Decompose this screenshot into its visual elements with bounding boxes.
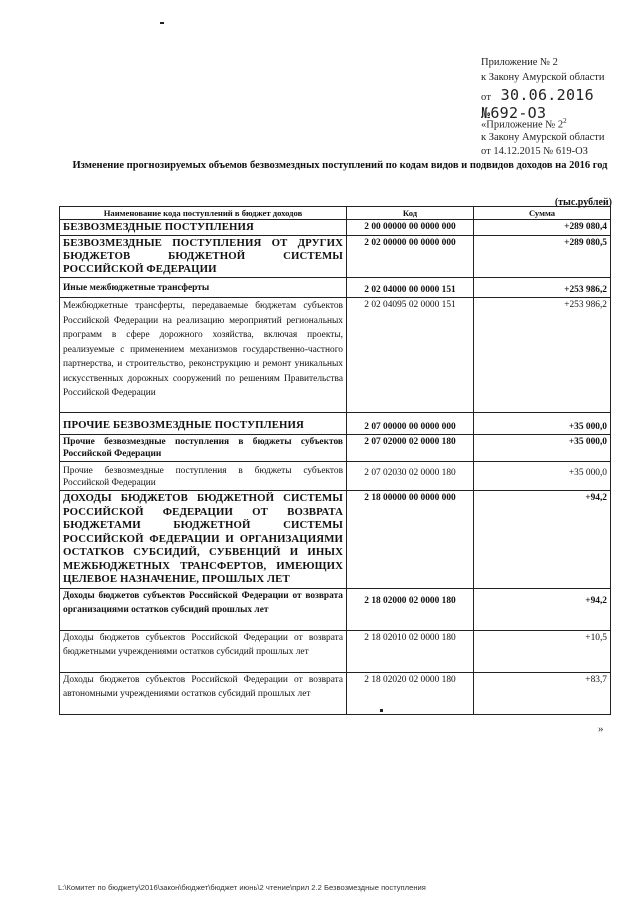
appendix-line-1: Приложение № 2 — [481, 57, 558, 68]
appendix2-line-1 — [481, 115, 567, 132]
row-name: ДОХОДЫ БЮДЖЕТОВ БЮДЖЕТНОЙ СИСТЕМЫ РОССИЙСКОЙ ФЕДЕРАЦИИ ОТ ВОЗВРАТА БЮДЖЕТАМИ БЮДЖЕТНОЙ СИСТЕМЫ РОССИЙСКОЙ ФЕДЕРАЦИИ И ОРГАНИЗАЦИЯМИ ОСТАТКОВ СУБСИДИЙ, СУБВЕНЦИЙ И ИНЫХ МЕЖБЮДЖЕТНЫХ ТРАНСФЕРТОВ, ИМЕЮЩИХ ЦЕЛЕВОЕ НАЗНАЧЕНИЕ, ПРОШЛЫХ ЛЕТ — [60, 491, 347, 589]
row-sum: +35 000,0 — [474, 435, 611, 462]
row-name: Иные межбюджетные трансферты — [60, 278, 347, 298]
appendix-date-handwritten: 30.06.2016 №692-ОЗ — [481, 86, 594, 122]
appendix2-superscript: 2 — [563, 117, 567, 125]
row-name: Межбюджетные трансферты, передаваемые бюджетам субъектов Российской Федерации на реализацию мероприятий региональных программ в сфере дорожного хозяйства, включая проекты, реализуемые с применением механизмов государственно-частного партнерства, и строительство, реконструкцию и ремонт уникальных искусственных дорожных сооружений по решениям Правительства Российской Федерации — [60, 298, 347, 413]
scan-speck — [380, 709, 383, 712]
table-row — [60, 236, 611, 278]
appendix-line-2: к Закону Амурской области — [481, 72, 605, 83]
row-sum: +253 986,2 — [474, 278, 611, 298]
row-code: 2 07 00000 00 0000 000 — [347, 413, 474, 435]
row-name: Доходы бюджетов субъектов Российской Федерации от возврата бюджетными учреждениями остатков субсидий прошлых лет — [60, 631, 347, 673]
appendix2-line-3: от 14.12.2015 № 619-ОЗ — [481, 146, 588, 157]
table-row — [60, 631, 611, 673]
table-row — [60, 462, 611, 491]
header-code: Код — [347, 207, 474, 220]
units-label: (тыс.рублей) — [554, 197, 612, 208]
table-row — [60, 491, 611, 589]
row-code: 2 02 04095 02 0000 151 — [347, 298, 474, 413]
row-name: БЕЗВОЗМЕЗДНЫЕ ПОСТУПЛЕНИЯ — [60, 220, 347, 236]
row-sum: +253 986,2 — [474, 298, 611, 413]
row-code: 2 07 02000 02 0000 180 — [347, 435, 474, 462]
scan-speck — [160, 22, 164, 24]
appendix2-line-1-text: «Приложение № 2 — [481, 119, 564, 131]
table-row — [60, 589, 611, 631]
row-code: 2 18 02020 02 0000 180 — [347, 673, 474, 715]
file-path-footer: L:\Комитет по бюджету\2016\закон\бюджет\бюджет июнь\2 чтение\прил 2.2 Безвозмездные поступления — [58, 883, 426, 892]
row-code: 2 00 00000 00 0000 000 — [347, 220, 474, 236]
row-code: 2 18 02010 02 0000 180 — [347, 631, 474, 673]
row-name: БЕЗВОЗМЕЗДНЫЕ ПОСТУПЛЕНИЯ ОТ ДРУГИХ БЮДЖЕТОВ БЮДЖЕТНОЙ СИСТЕМЫ РОССИЙСКОЙ ФЕДЕРАЦИИ — [60, 236, 347, 278]
row-code: 2 07 02030 02 0000 180 — [347, 462, 474, 491]
table-header-row — [60, 207, 611, 220]
header-name: Наименование кода поступлений в бюджет доходов — [60, 207, 347, 220]
appendix-date-prefix: от — [481, 92, 492, 103]
appendix2-line-2: к Закону Амурской области — [481, 132, 605, 143]
row-code: 2 18 02000 02 0000 180 — [347, 589, 474, 631]
row-sum: +289 080,4 — [474, 220, 611, 236]
row-code: 2 02 00000 00 0000 000 — [347, 236, 474, 278]
table-row — [60, 413, 611, 435]
row-sum: +289 080,5 — [474, 236, 611, 278]
row-name: Прочие безвозмездные поступления в бюджеты субъектов Российской Федерации — [60, 462, 347, 491]
table-row — [60, 673, 611, 715]
row-name: Доходы бюджетов субъектов Российской Федерации от возврата автономными учреждениями остатков субсидий прошлых лет — [60, 673, 347, 715]
row-name: ПРОЧИЕ БЕЗВОЗМЕЗДНЫЕ ПОСТУПЛЕНИЯ — [60, 413, 347, 435]
row-sum: +10,5 — [474, 631, 611, 673]
document-title: Изменение прогнозируемых объемов безвозмездных поступлений по кодам видов и подвидов доходов на 2016 год — [72, 160, 608, 171]
row-sum: +94,2 — [474, 491, 611, 589]
header-sum: Сумма — [474, 207, 611, 220]
revenue-table — [59, 206, 611, 715]
row-sum: +35 000,0 — [474, 413, 611, 435]
row-name: Прочие безвозмездные поступления в бюджеты субъектов Российской Федерации — [60, 435, 347, 462]
table-row — [60, 298, 611, 413]
closing-quote-mark: » — [598, 723, 604, 735]
row-sum: +83,7 — [474, 673, 611, 715]
row-name: Доходы бюджетов субъектов Российской Федерации от возврата организациями остатков субсидий прошлых лет — [60, 589, 347, 631]
table-row — [60, 435, 611, 462]
table-row — [60, 220, 611, 236]
row-sum: +94,2 — [474, 589, 611, 631]
row-sum: +35 000,0 — [474, 462, 611, 491]
table-row — [60, 278, 611, 298]
row-code: 2 02 04000 00 0000 151 — [347, 278, 474, 298]
row-code: 2 18 00000 00 0000 000 — [347, 491, 474, 589]
